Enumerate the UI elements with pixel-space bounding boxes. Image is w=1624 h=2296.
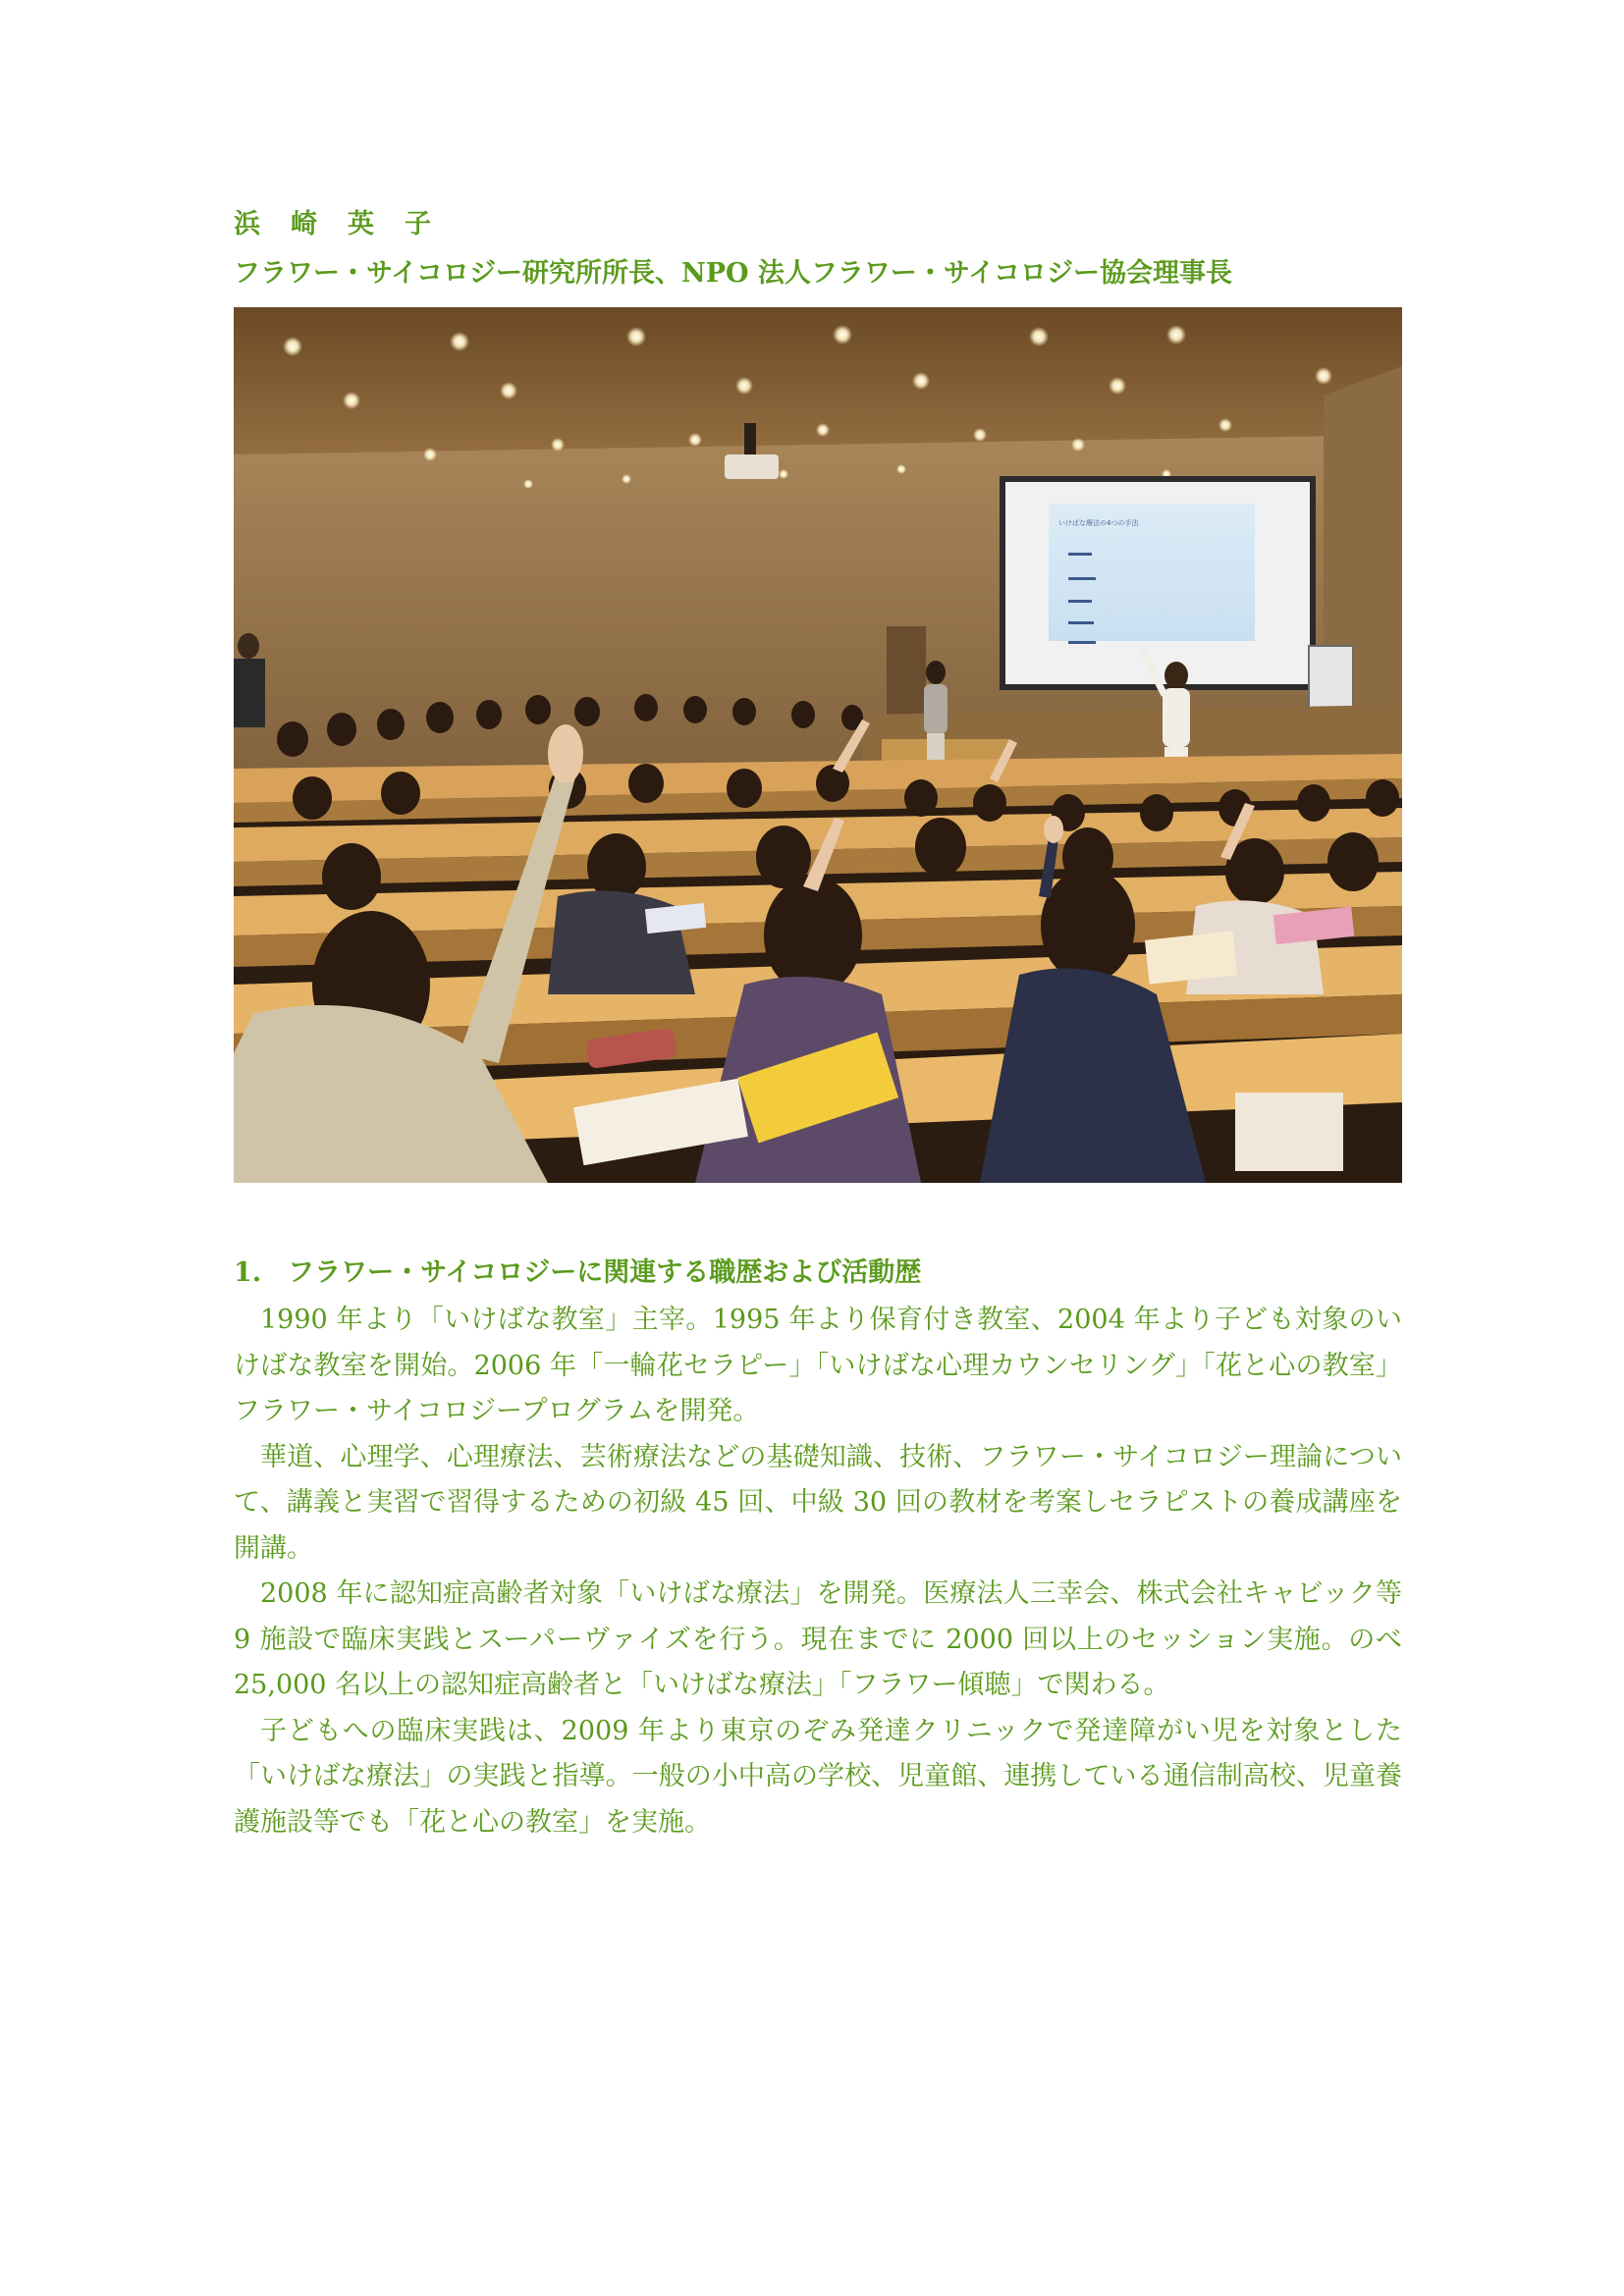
lecture-photo [234, 307, 1402, 1183]
section-body [234, 1298, 1402, 1845]
paragraph: 2008 年に認知症高齢者対象「いけばな療法」を開発。医療法人三幸会、株式会社キャビック等 9 施設で臨床実践とスーパーヴァイズを行う。現在までに 2000 回以上のセッション実施。のべ 25,000 名以上の認知症高齢者と「いけばな療法」「フラワー傾聴」で関わる。 [234, 1578, 1402, 1700]
author-name: 浜 崎 英 子 [234, 209, 433, 240]
author-title: フラワー・サイコロジー研究所所長、NPO 法人フラワー・サイコロジー協会理事長 [234, 258, 1232, 289]
paragraph: 1990 年より「いけばな教室」主宰。1995 年より保育付き教室、2004 年より子ども対象のいけばな教室を開始。2006 年「一輪花セラピー」「いけばな心理カウンセリング」「花と心の教室」フラワー・サイコロジープログラムを開発。 [234, 1305, 1402, 1426]
paragraph: 子どもへの臨床実践は、2009 年より東京のぞみ発達クリニックで発達障がい児を対象とした「いけばな療法」の実践と指導。一般の小中高の学校、児童館、連携している通信制高校、児童養護施設等でも「花と心の教室」を実施。 [234, 1715, 1402, 1838]
slide-title: いけばな療法の4つの手法 [1058, 519, 1139, 527]
section-heading: 1. フラワー・サイコロジーに関連する職歴および活動歴 [234, 1257, 922, 1288]
paragraph: 華道、心理学、心理療法、芸術療法などの基礎知識、技術、フラワー・サイコロジー理論について、講義と実習で習得するための初級 45 回、中級 30 回の教材を考案しセラピストの養成講座を開講。 [234, 1441, 1402, 1564]
assistant [924, 661, 947, 773]
